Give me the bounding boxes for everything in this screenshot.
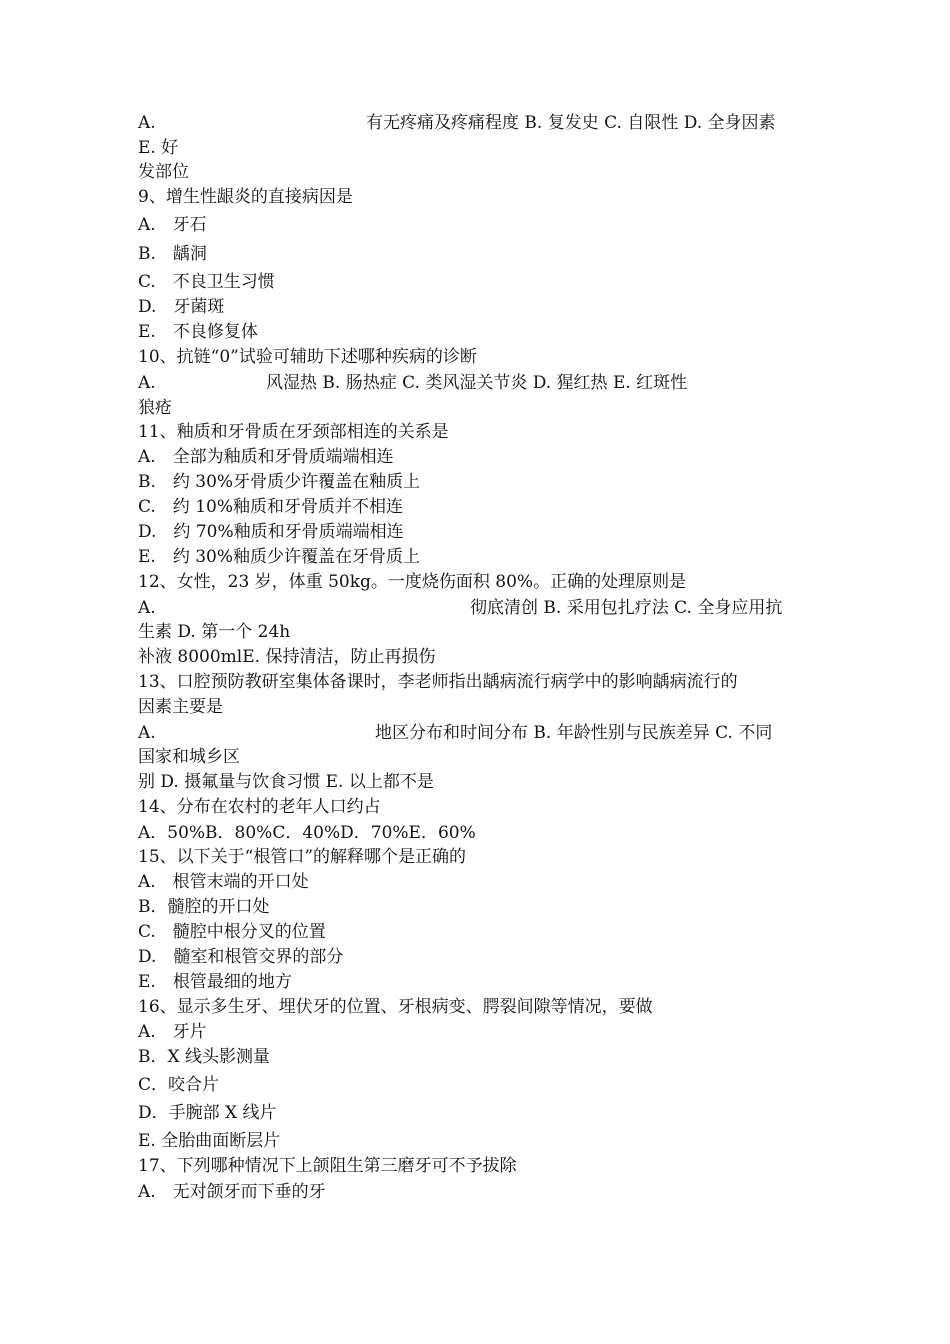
question-9: 9、增生性龈炎的直接病因是 (138, 187, 353, 207)
q9-option-a: A. 牙石 (138, 215, 207, 235)
q13-option-a-label: A. (138, 723, 156, 743)
q8-option-a-label: A. (138, 113, 156, 133)
q9-option-d: D. 牙菌斑 (138, 297, 225, 317)
q16-option-b: B．X 线头影测量 (138, 1047, 270, 1067)
q15-option-b: B．髓腔的开口处 (138, 897, 270, 917)
q9-option-c: C. 不良卫生习惯 (138, 272, 275, 292)
q8-options-row: 有无疼痛及疼痛程度 B. 复发史 C. 自限性 D. 全身因素 (366, 113, 776, 133)
q11-option-a: A. 全部为釉质和牙骨质端端相连 (138, 447, 394, 467)
question-12: 12、女性，23 岁，体重 50kg。一度烧伤面积 80%。正确的处理原则是 (138, 572, 687, 592)
question-10: 10、抗链“0”试验可辅助下述哪种疾病的诊断 (138, 347, 477, 367)
question-16: 16、显示多生牙、埋伏牙的位置、牙根病变、腭裂间隙等情况，要做 (138, 997, 653, 1017)
q10-options-row: 风湿热 B. 肠热症 C. 类风湿关节炎 D. 猩红热 E. 红斑性 (266, 373, 688, 393)
q12-options-cont-2: 补液 8000mlE. 保持清洁，防止再损伤 (138, 647, 436, 667)
q14-options: A．50%B．80%C．40%D．70%E．60% (138, 823, 476, 843)
question-13: 13、口腔预防教研室集体备课时，李老师指出龋病流行病学中的影响龋病流行的 (138, 672, 738, 692)
question-17: 17、下列哪种情况下上颌阻生第三磨牙可不予拔除 (138, 1156, 517, 1176)
q8-option-e: E. 好 (138, 138, 179, 158)
q15-option-c: C. 髓腔中根分叉的位置 (138, 922, 326, 942)
q11-option-d: D. 约 70%釉质和牙骨质端端相连 (138, 522, 404, 542)
q16-option-c: C．咬合片 (138, 1075, 220, 1095)
question-11: 11、釉质和牙骨质在牙颈部相连的关系是 (138, 422, 449, 442)
q16-option-a: A. 牙片 (138, 1022, 207, 1042)
q13-options-cont-2: 别 D. 摄氟量与饮食习惯 E. 以上都不是 (138, 772, 434, 792)
q17-option-a: A. 无对颌牙而下垂的牙 (138, 1182, 326, 1202)
q13-options-cont-1: 国家和城乡区 (138, 747, 240, 767)
q16-option-e: E. 全胎曲面断层片 (138, 1131, 281, 1151)
q11-option-b: B. 约 30%牙骨质少许覆盖在釉质上 (138, 472, 421, 492)
q15-option-a: A. 根管末端的开口处 (138, 872, 309, 892)
q8-option-e-cont: 发部位 (138, 162, 189, 182)
q12-option-a-label: A. (138, 598, 156, 618)
q16-option-d: D．手腕部 X 线片 (138, 1103, 277, 1123)
q13-options-row: 地区分布和时间分布 B. 年龄性别与民族差异 C. 不同 (375, 723, 773, 743)
q10-option-a-label: A. (138, 373, 156, 393)
q12-options-cont-1: 生素 D. 第一个 24h (138, 622, 291, 642)
q9-option-b: B. 龋洞 (138, 244, 207, 264)
question-14: 14、分布在农村的老年人口约占 (138, 797, 381, 817)
q9-option-e: E. 不良修复体 (138, 322, 258, 342)
q12-options-row: 彻底清创 B. 采用包扎疗法 C. 全身应用抗 (470, 598, 783, 618)
q11-option-c: C. 约 10%釉质和牙骨质并不相连 (138, 497, 403, 517)
q11-option-e: E. 约 30%釉质少许覆盖在牙骨质上 (138, 547, 421, 567)
question-15: 15、以下关于“根管口”的解释哪个是正确的 (138, 847, 467, 867)
q15-option-d: D. 髓室和根管交界的部分 (138, 947, 344, 967)
q15-option-e: E. 根管最细的地方 (138, 972, 292, 992)
q10-option-e-cont: 狼疮 (138, 398, 172, 418)
question-13-cont: 因素主要是 (138, 697, 223, 717)
